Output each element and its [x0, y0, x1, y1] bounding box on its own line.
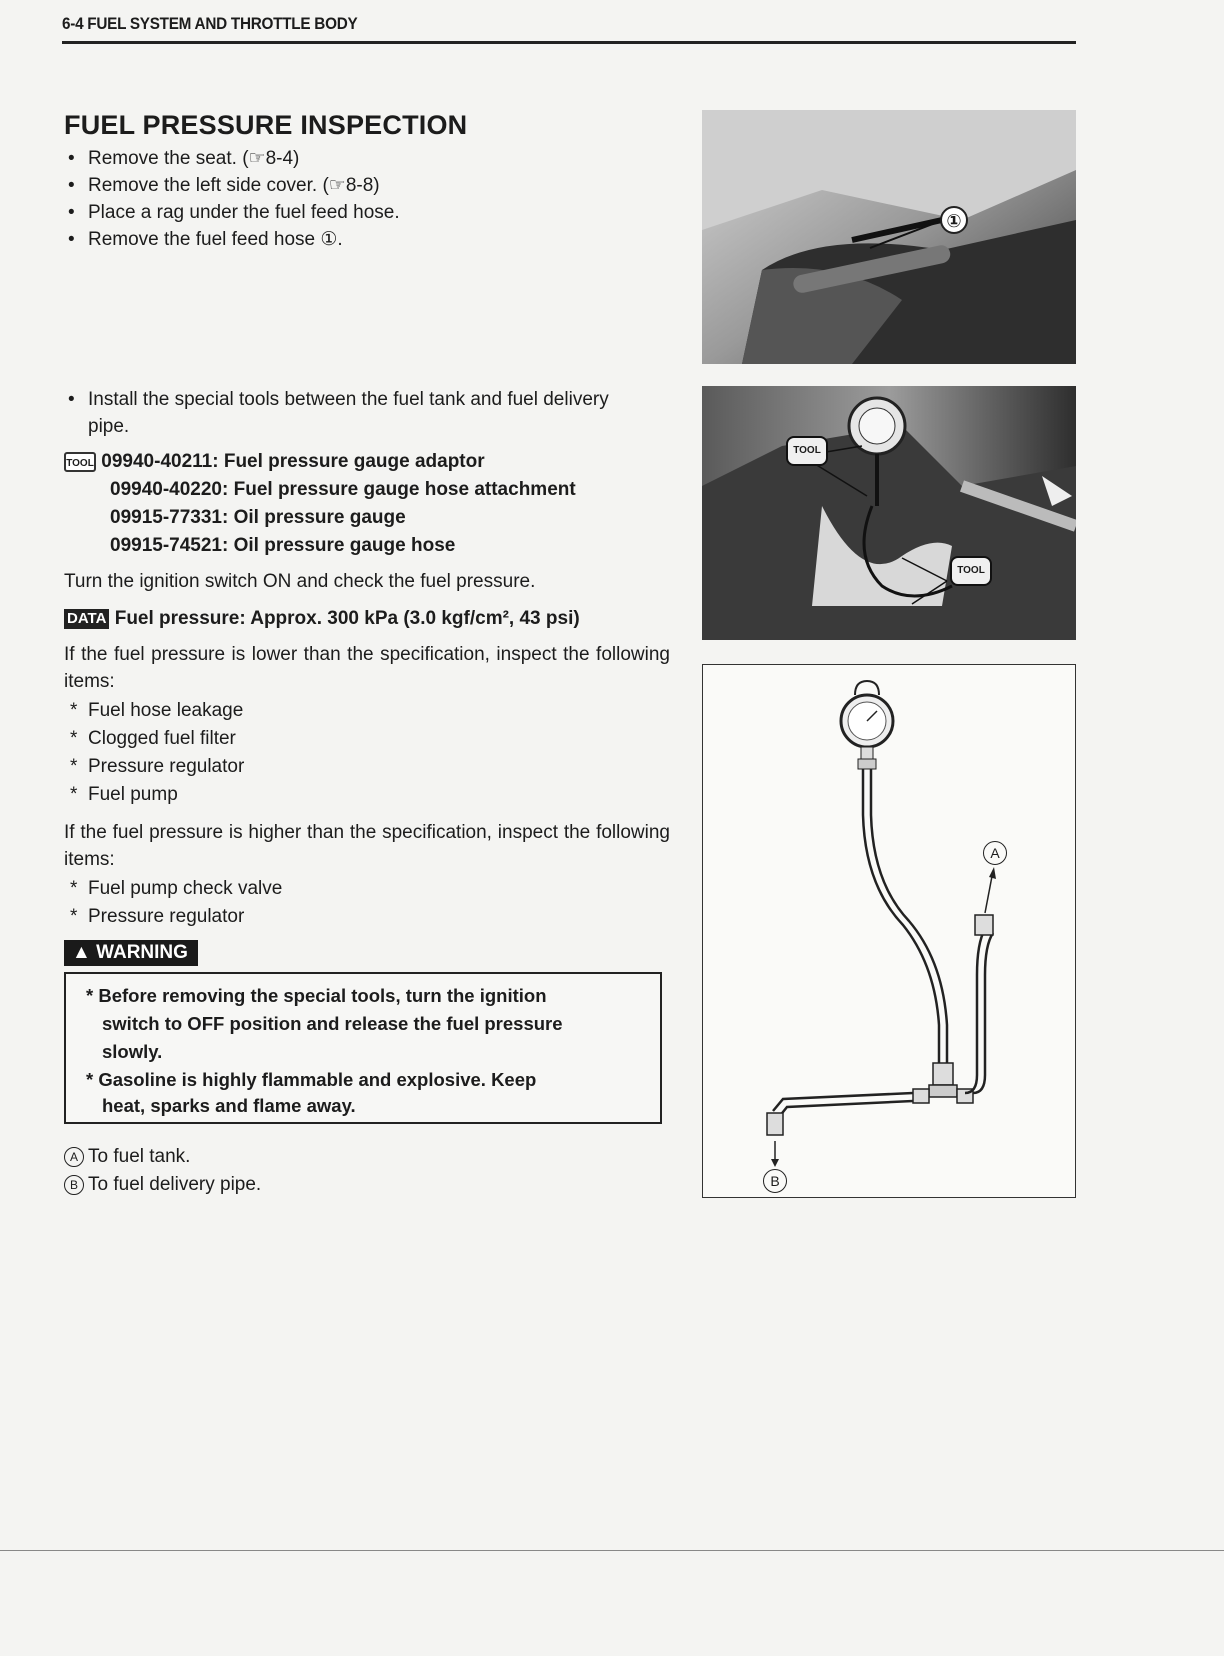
- tool-item-4: 09915-74521: Oil pressure gauge hose: [110, 535, 456, 556]
- tool-badge: TOOL: [786, 436, 828, 466]
- page-header: 6-4 FUEL SYSTEM AND THROTTLE BODY: [62, 14, 358, 33]
- warning-line: * Before removing the special tools, turn the ignition: [86, 985, 547, 1006]
- note-a: A To fuel tank.: [64, 1143, 190, 1170]
- bottom-rule: [0, 1550, 1224, 1551]
- warning-badge: ▲ WARNING: [64, 940, 198, 966]
- step-install-tools: • Install the special tools between the fuel tank and fuel delivery: [68, 389, 609, 410]
- callout-1: ①: [940, 206, 968, 234]
- lower-pressure-paragraph: If the fuel pressure is lower than the specification, inspect the following items:: [64, 644, 670, 692]
- tool-icon: TOOL: [64, 452, 96, 472]
- diagram-label-b: B: [763, 1169, 787, 1193]
- step-remove-side-cover: • Remove the left side cover. (☞8-8): [68, 175, 380, 196]
- step-remove-hose: • Remove the fuel feed hose ①.: [68, 229, 343, 250]
- ignition-instruction: Turn the ignition switch ON and check the fuel pressure.: [64, 571, 536, 592]
- list-item: * Pressure regulator: [70, 756, 245, 777]
- warning-line: heat, sparks and flame away.: [102, 1095, 356, 1116]
- tool-badge: TOOL: [950, 556, 992, 586]
- book-reference-icon: ☞: [248, 148, 266, 169]
- list-item: * Pressure regulator: [70, 906, 245, 927]
- list-item: * Fuel pump: [70, 784, 178, 805]
- step-place-rag: • Place a rag under the fuel feed hose.: [68, 202, 400, 223]
- photo-special-tools-installed: [702, 386, 1076, 640]
- warning-line: slowly.: [102, 1041, 163, 1062]
- data-icon: DATA: [64, 609, 109, 629]
- section-title: FUEL PRESSURE INSPECTION: [64, 110, 468, 140]
- tool-item-1: TOOL 09940-40211: Fuel pressure gauge adaptor: [64, 448, 485, 475]
- step-remove-seat: • Remove the seat. (☞8-4): [68, 148, 300, 169]
- note-b: B To fuel delivery pipe.: [64, 1171, 261, 1198]
- warning-box: [64, 972, 662, 1124]
- list-item: * Fuel hose leakage: [70, 700, 244, 721]
- warning-line: * Gasoline is highly flammable and explosive. Keep: [86, 1069, 537, 1090]
- gauge-connection-diagram: [702, 664, 1076, 1198]
- warning-triangle-icon: ▲: [72, 942, 91, 963]
- step-install-tools-cont: pipe.: [88, 416, 130, 437]
- tool-item-2: 09940-40220: Fuel pressure gauge hose attachment: [110, 479, 576, 500]
- book-reference-icon: ☞: [328, 175, 346, 196]
- diagram-label-a: A: [983, 841, 1007, 865]
- tool-item-3: 09915-77331: Oil pressure gauge: [110, 507, 406, 528]
- header-rule: [62, 41, 1076, 44]
- fuel-pressure-spec: DATA Fuel pressure: Approx. 300 kPa (3.0 kgf/cm², 43 psi): [64, 605, 580, 632]
- photo-fuel-feed-hose: [702, 110, 1076, 364]
- list-item: * Clogged fuel filter: [70, 728, 236, 749]
- warning-line: switch to OFF position and release the fuel pressure: [102, 1013, 563, 1034]
- higher-pressure-paragraph: If the fuel pressure is higher than the specification, inspect the following items:: [64, 822, 670, 870]
- list-item: * Fuel pump check valve: [70, 878, 283, 899]
